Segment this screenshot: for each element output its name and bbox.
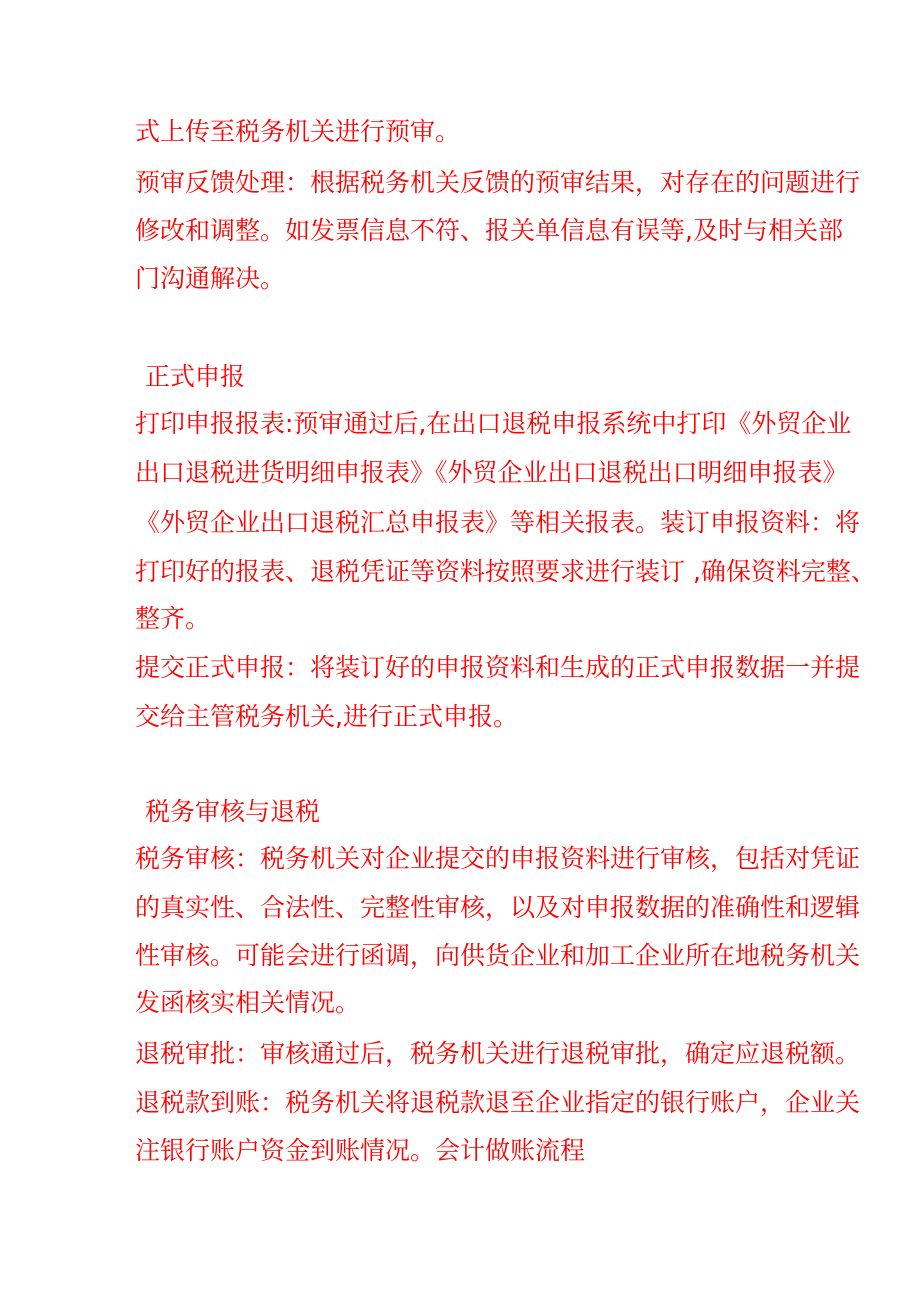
text-line: 修改和调整。如发票信息不符、报关单信息有误等,及时与相关部: [135, 216, 843, 245]
text-line: 税务审核：税务机关对企业提交的申报资料进行审核，包括对凭证: [135, 844, 861, 873]
text-line: 提交正式申报：将装订好的申报资料和生成的正式申报数据一并提: [135, 653, 861, 682]
text-line: 退税款到账：税务机关将退税款退至企业指定的银行账户，企业关: [135, 1088, 861, 1117]
text-line: 整齐。: [135, 604, 211, 633]
text-line: 出口退税进货明细申报表》《外贸企业出口退税出口明细申报表》: [135, 458, 848, 487]
text-line: 打印好的报表、退税凭证等资料按照要求进行装订 ,确保资料完整、: [135, 557, 876, 586]
section-heading: 正式申报: [145, 362, 246, 391]
text-line: 注银行账户资金到账情况。会计做账流程: [135, 1136, 586, 1165]
text-line: 门沟通解决。: [135, 264, 286, 293]
text-line: 预审反馈处理：根据税务机关反馈的预审结果，对存在的问题进行: [135, 168, 861, 197]
text-line: 发函核实相关情况。: [135, 988, 361, 1017]
section-heading: 税务审核与退税: [145, 797, 321, 826]
text-line: 《外贸企业出口退税汇总申报表》等相关报表。装订申报资料：将: [135, 508, 861, 537]
text-line: 式上传至税务机关进行预审。: [135, 117, 461, 146]
text-line: 打印申报报表:预审通过后,在出口退税申报系统中打印《外贸企业: [135, 409, 852, 438]
text-line: 性审核。可能会进行函调，向供货企业和加工企业所在地税务机关: [135, 941, 861, 970]
text-line: 交给主管税务机关,进行正式申报。: [135, 702, 518, 731]
text-line: 退税审批：审核通过后，税务机关进行退税审批，确定应退税额。: [135, 1039, 861, 1068]
text-line: 的真实性、合法性、完整性审核，以及对申报数据的准确性和逻辑: [135, 893, 861, 922]
